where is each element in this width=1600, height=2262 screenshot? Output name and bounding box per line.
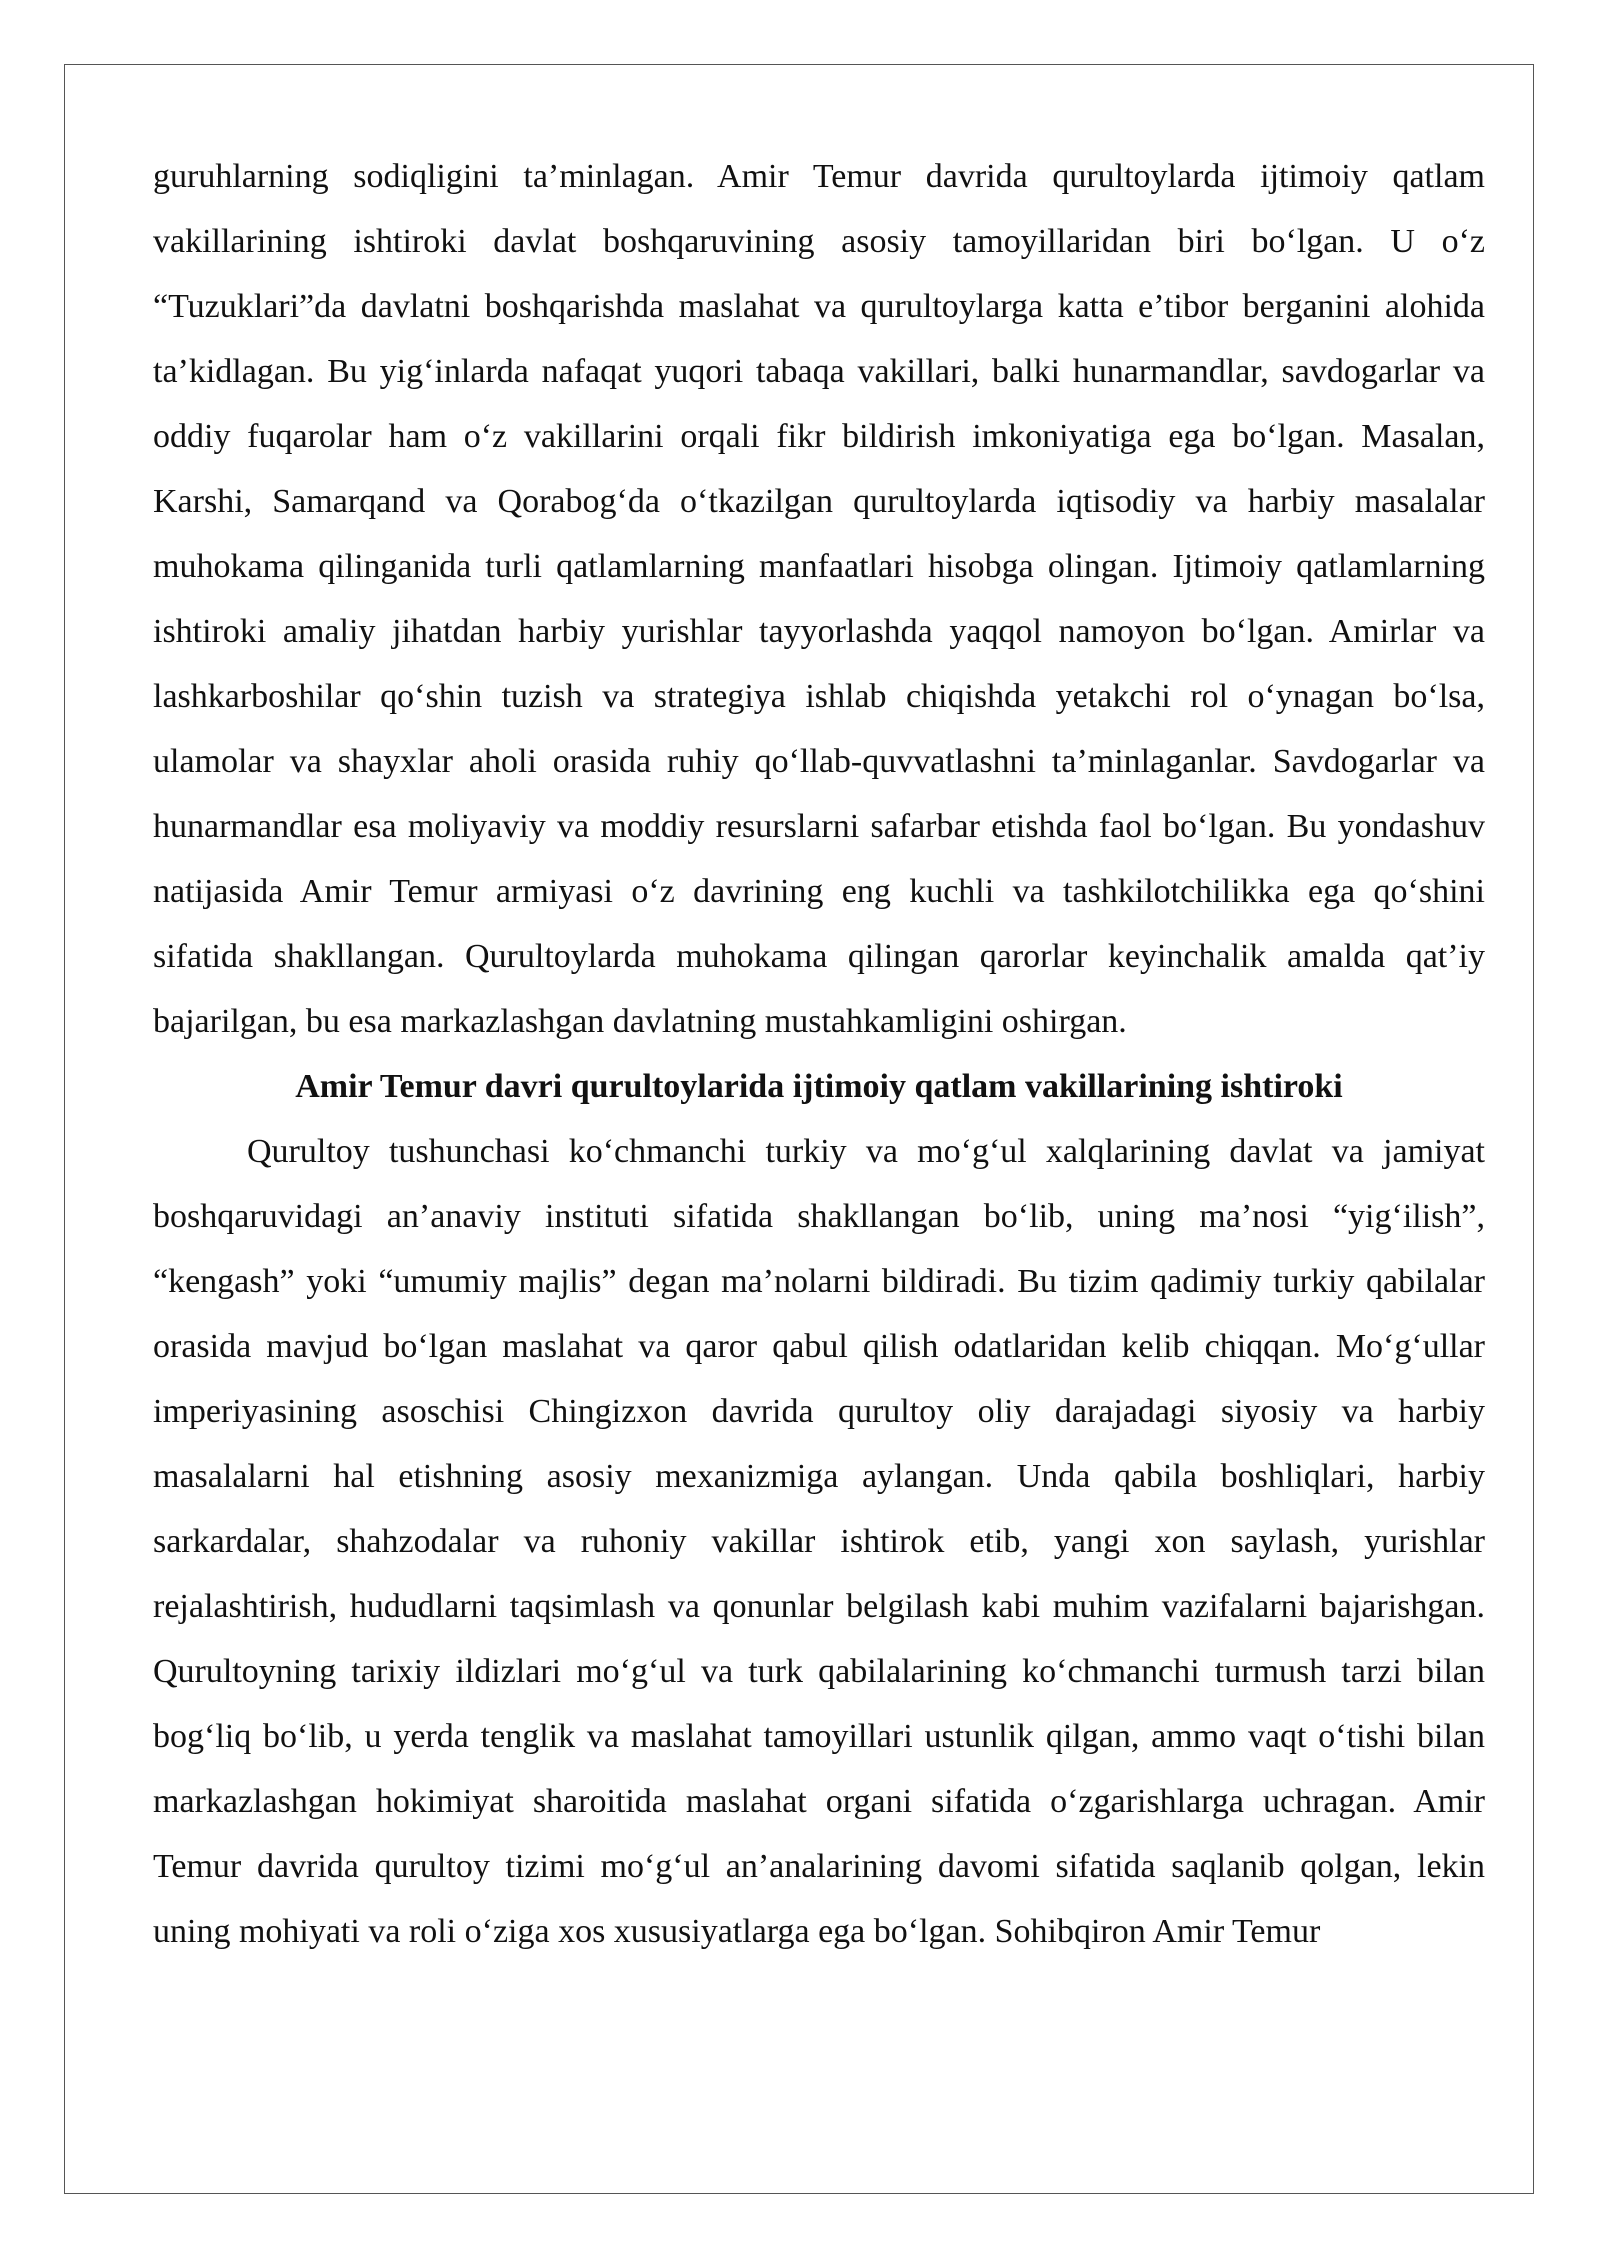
paragraph-qurultoy: Qurultoy tushunchasi ko‘chmanchi turkiy va mo‘g‘ul xalqlarining davlat va jamiyat boshqaruvidagi an’anaviy instituti sifatida shakllangan bo‘lib, uning ma’nosi “yig‘ilish”, “kengash” yoki “umumiy majlis” degan ma’nolarni bildiradi. Bu tizim qadimiy turkiy qabilalar orasida mavjud bo‘lgan maslahat va qaror qabul qilish odatlaridan kelib chiqqan. Mo‘g‘ullar imperiyasining asoschisi Chingizxon davrida qurultoy oliy darajadagi siyosiy va harbiy masalalarni hal etishning asosiy mexanizmiga aylangan. Unda qabila boshliqlari, harbiy sarkardalar, shahzodalar va ruhoniy vakillar ishtirok etib, yangi xon saylash, yurishlar rejalashtirish, hududlarni taqsimlash va qonunlar belgilash kabi muhim vazifalarni bajarishgan. Qurultoyning tarixiy ildizlari mo‘g‘ul va turk qabilalarining ko‘chmanchi turmush tarzi bilan bog‘liq bo‘lib, u yerda tenglik va maslahat tamoyillari ustunlik qilgan, ammo vaqt o‘tishi bilan markazlashgan hokimiyat sharoitida maslahat organi sifatida o‘zgarishlarga uchragan. Amir Temur davrida qurultoy tizimi mo‘g‘ul an’analarining davomi sifatida saqlanib qolgan, lekin uning mohiyati va roli o‘ziga xos xususiyatlarga ega bo‘lgan. Sohibqiron Amir Temur	[153, 1133, 1485, 1950]
document-body	[153, 144, 1485, 1964]
paragraph-continuation: guruhlarning sodiqligini ta’minlagan. Amir Temur davrida qurultoylarda ijtimoiy qatlam vakillarining ishtiroki davlat boshqaruvining asosiy tamoyillaridan biri bo‘lgan. U o‘z “Tuzuklari”da davlatni boshqarishda maslahat va qurultoylarga katta e’tibor berganini alohida ta’kidlagan. Bu yig‘inlarda nafaqat yuqori tabaqa vakillari, balki hunarmandlar, savdogarlar va oddiy fuqarolar ham o‘z vakillarini orqali fikr bildirish imkoniyatiga ega bo‘lgan. Masalan, Karshi, Samarqand va Qorabog‘da o‘tkazilgan qurultoylarda iqtisodiy va harbiy masalalar muhokama qilinganida turli qatlamlarning manfaatlari hisobga olingan. Ijtimoiy qatlamlarning ishtiroki amaliy jihatdan harbiy yurishlar tayyorlashda yaqqol namoyon bo‘lgan. Amirlar va lashkarboshilar qo‘shin tuzish va strategiya ishlab chiqishda yetakchi rol o‘ynagan bo‘lsa, ulamolar va shayxlar aholi orasida ruhiy qo‘llab-quvvatlashni ta’minlaganlar. Savdogarlar va hunarmandlar esa moliyaviy va moddiy resurslarni safarbar etishda faol bo‘lgan. Bu yondashuv natijasida Amir Temur armiyasi o‘z davrining eng kuchli va tashkilotchilikka ega qo‘shini sifatida shakllangan. Qurultoylarda muhokama qilingan qarorlar keyinchalik amalda qat’iy bajarilgan, bu esa markazlashgan davlatning mustahkamligini oshirgan.	[153, 158, 1485, 1040]
section-heading: Amir Temur davri qurultoylarida ijtimoiy qatlam vakillarining ishtiroki	[295, 1068, 1343, 1105]
